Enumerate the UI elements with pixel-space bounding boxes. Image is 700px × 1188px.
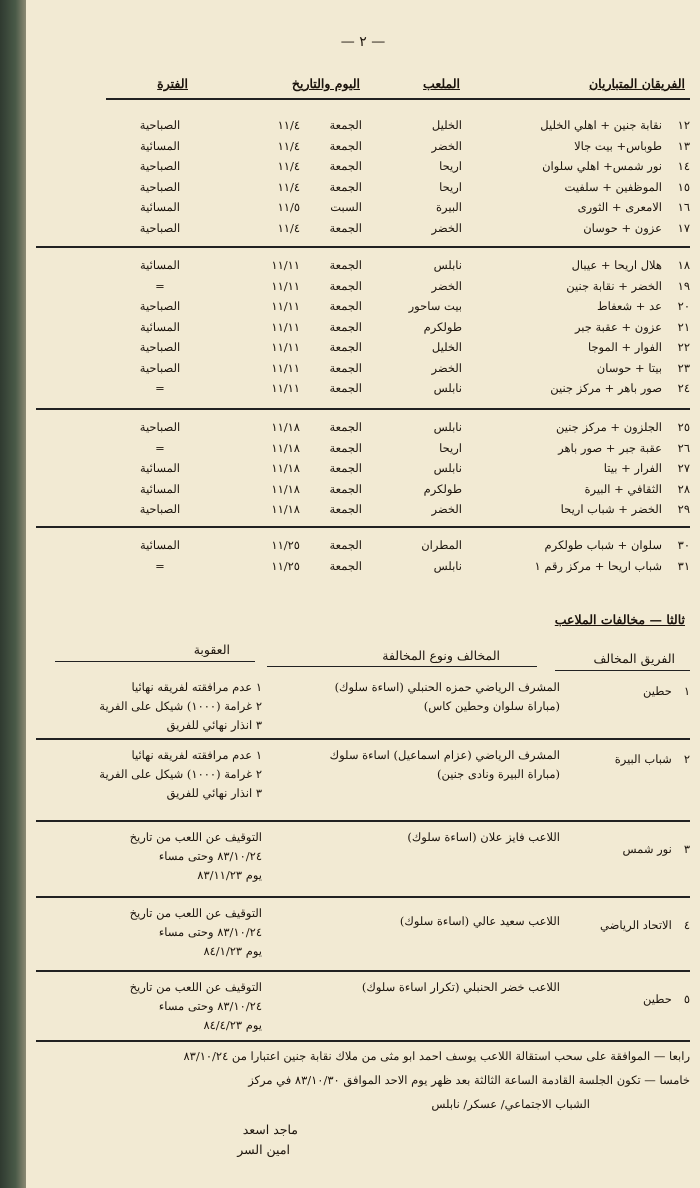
violation-penalty — [52, 828, 262, 885]
date: ١١/١١ — [271, 258, 300, 272]
document-page — [26, 0, 700, 1188]
schedule-row — [100, 461, 690, 475]
violation-offender — [280, 978, 560, 997]
stadium: بيت ساحور — [408, 299, 462, 313]
match-number: ٢٠ — [677, 299, 690, 313]
match-number: ٢٥ — [677, 420, 690, 434]
period: الصباحية — [139, 179, 181, 194]
day: السبت — [330, 200, 362, 214]
teams: نقابة جنين + اهلي الخليل — [540, 118, 662, 132]
date: ١١/٢٥ — [271, 538, 300, 552]
header-stadium: الملعب — [423, 76, 460, 91]
teams: الموظفين + سلفيت — [564, 179, 662, 194]
violation-team — [580, 992, 690, 1006]
day: الجمعة — [329, 558, 362, 573]
period: = — [155, 558, 165, 573]
violation-team-name: شباب البيرة — [614, 752, 672, 766]
stadium: الخضر — [431, 220, 462, 235]
schedule-row — [100, 221, 690, 235]
penalty-line: يوم ٨٤/١/٢٣ — [203, 944, 262, 958]
violations-end-rule — [36, 1040, 690, 1042]
schedule-row — [100, 180, 690, 194]
teams: الجلزون + مركز جنين — [555, 420, 662, 434]
match-number: ١٨ — [677, 258, 690, 272]
date: ١١/١٨ — [271, 420, 300, 434]
violations-underline-offender — [267, 666, 537, 667]
teams: عزون + حوسان — [583, 220, 662, 235]
page-number: — ٢ — — [340, 34, 386, 50]
violations-header-offender: المخالف ونوع المخالفة — [382, 648, 500, 663]
match-number: ١٩ — [677, 278, 690, 293]
penalty-line: ١ عدم مرافقته لفريقه نهائيا — [131, 680, 262, 694]
header-rule — [106, 98, 690, 100]
violation-number: ٣ — [683, 842, 690, 856]
violation-penalty — [52, 978, 262, 1035]
penalty-line: ٣ انذار نهائي للفريق — [166, 718, 262, 732]
offender-line: اللاعب فايز علان (اساءة سلوك) — [407, 830, 560, 844]
date: ١١/٥ — [277, 200, 300, 214]
violation-number: ٢ — [683, 752, 690, 766]
match-number: ٢٩ — [677, 502, 690, 516]
day: الجمعة — [329, 118, 362, 132]
teams: الخضر + شباب اريحا — [560, 502, 662, 516]
period: الصباحية — [139, 118, 181, 132]
violations-header-penalty: العقوبة — [193, 642, 230, 657]
violation-team — [580, 918, 690, 932]
match-number: ١٣ — [677, 138, 690, 153]
match-number: ١٧ — [677, 220, 690, 235]
group-divider — [36, 526, 690, 528]
penalty-line: يوم ٨٣/١١/٢٣ — [197, 868, 262, 882]
stadium: الخضر — [431, 502, 462, 516]
date: ١١/١١ — [271, 381, 300, 395]
stadium: اريحا — [439, 159, 462, 173]
stadium: طولكرم — [423, 319, 462, 334]
day: الجمعة — [329, 360, 362, 375]
violations-title: ثالثا — مخالفات الملاعب — [554, 612, 685, 627]
day: الجمعة — [329, 461, 362, 475]
penalty-line: ٣ انذار نهائي للفريق — [166, 786, 262, 800]
day: الجمعة — [329, 538, 362, 552]
period: المسائية — [140, 200, 180, 214]
header-teams: الفريقان المتباريان — [588, 76, 685, 91]
date: ١١/١١ — [271, 278, 300, 293]
teams: شباب اريحا + مركز رقم ١ — [534, 558, 662, 573]
day: الجمعة — [329, 420, 362, 434]
teams: عد + شعفاط — [597, 299, 662, 313]
period: = — [155, 278, 165, 293]
teams: هلال اريحا + عيبال — [571, 258, 662, 272]
violation-penalty — [52, 678, 262, 735]
violation-offender — [280, 912, 560, 931]
header-period: الفترة — [157, 76, 188, 91]
day: الجمعة — [329, 138, 362, 153]
day: الجمعة — [329, 481, 362, 496]
violation-team — [580, 684, 690, 698]
schedule-row — [100, 340, 690, 354]
teams: طوباس+ بيت جالا — [574, 138, 662, 153]
penalty-line: ٨٣/١٠/٢٤ وحتى مساء — [158, 849, 262, 863]
date: ١١/٤ — [277, 179, 300, 194]
date: ١١/٤ — [277, 118, 300, 132]
period: المسائية — [140, 538, 180, 552]
penalty-line: التوقيف عن اللعب من تاريخ — [129, 906, 262, 920]
penalty-line: ٨٣/١٠/٢٤ وحتى مساء — [158, 925, 262, 939]
stadium: اريحا — [439, 440, 462, 455]
date: ١١/١١ — [271, 319, 300, 334]
teams: صور باهر + مركز جنين — [550, 381, 662, 395]
match-number: ٣٠ — [677, 538, 690, 552]
day: الجمعة — [329, 179, 362, 194]
stadium: الخضر — [431, 360, 462, 375]
day: الجمعة — [329, 159, 362, 173]
match-number: ٢٧ — [677, 461, 690, 475]
group-divider — [36, 246, 690, 248]
day: الجمعة — [329, 278, 362, 293]
period: المسائية — [140, 461, 180, 475]
teams: الفرار + بيتا — [603, 461, 662, 475]
day: الجمعة — [329, 220, 362, 235]
teams: سلوان + شباب طولكرم — [544, 538, 662, 552]
stadium: الخليل — [431, 118, 462, 132]
date: ١١/٢٥ — [271, 558, 300, 573]
period: الصباحية — [139, 159, 181, 173]
match-number: ٢٨ — [677, 481, 690, 496]
violation-team-name: نور شمس — [622, 842, 672, 856]
period: المسائية — [140, 138, 180, 153]
teams: عزون + عقبة جبر — [574, 319, 662, 334]
stadium: الخضر — [431, 138, 462, 153]
day: الجمعة — [329, 340, 362, 354]
period: الصباحية — [139, 299, 181, 313]
teams: عقبة جبر + صور باهر — [558, 440, 662, 455]
match-number: ٢٤ — [677, 381, 690, 395]
signature-name: ماجد اسعد — [242, 1122, 298, 1137]
violation-team-name: الاتحاد الرياضي — [600, 918, 672, 932]
period: الصباحية — [139, 360, 181, 375]
violation-offender — [280, 746, 560, 784]
violation-divider — [36, 738, 690, 740]
schedule-row — [100, 258, 690, 272]
day: الجمعة — [329, 299, 362, 313]
period: المسائية — [140, 258, 180, 272]
date: ١١/١٨ — [271, 440, 300, 455]
violation-penalty — [52, 904, 262, 961]
match-number: ١٤ — [677, 159, 690, 173]
schedule-row — [100, 420, 690, 434]
stadium: نابلس — [433, 558, 462, 573]
stadium: نابلس — [433, 258, 462, 272]
period: الصباحية — [139, 340, 181, 354]
offender-line: اللاعب سعيد عالي (اساءة سلوك) — [399, 914, 560, 928]
violation-team-name: حطين — [643, 992, 672, 1006]
schedule-row — [100, 159, 690, 173]
header-day-date: اليوم والتاريخ — [291, 76, 360, 91]
period: المسائية — [140, 481, 180, 496]
match-number: ١٥ — [677, 179, 690, 194]
match-number: ٣١ — [677, 558, 690, 573]
date: ١١/١١ — [271, 360, 300, 375]
penalty-line: ٨٣/١٠/٢٤ وحتى مساء — [158, 999, 262, 1013]
book-binding — [0, 0, 26, 1188]
schedule-row — [100, 538, 690, 552]
stadium: نابلس — [433, 381, 462, 395]
offender-line: اللاعب خضر الحنبلي (تكرار اساءة سلوك) — [361, 980, 560, 994]
teams: بيتا + حوسان — [596, 360, 662, 375]
schedule-row — [100, 200, 690, 214]
offender-line: المشرف الرياضي حمزه الحنبلي (اساءة سلوك) — [334, 680, 560, 694]
period: = — [155, 381, 165, 395]
stadium: المطران — [421, 538, 462, 552]
period: المسائية — [140, 319, 180, 334]
schedule-row — [100, 482, 690, 496]
schedule-row — [100, 139, 690, 153]
stadium: البيرة — [435, 200, 462, 214]
schedule-row — [100, 361, 690, 375]
date: ١١/١١ — [271, 299, 300, 313]
stadium: الخليل — [431, 340, 462, 354]
penalty-line: يوم ٨٤/٤/٢٣ — [203, 1018, 262, 1032]
penalty-line: ١ عدم مرافقته لفريقه نهائيا — [131, 748, 262, 762]
schedule-row — [100, 502, 690, 516]
date: ١١/٤ — [277, 159, 300, 173]
violation-team — [580, 842, 690, 856]
schedule-row — [100, 320, 690, 334]
match-number: ٢٦ — [677, 440, 690, 455]
stadium: اريحا — [439, 179, 462, 194]
stadium: الخضر — [431, 278, 462, 293]
violation-number: ٤ — [683, 918, 690, 932]
stadium: طولكرم — [423, 481, 462, 496]
violation-divider — [36, 820, 690, 822]
match-number: ٢٢ — [677, 340, 690, 354]
day: الجمعة — [329, 440, 362, 455]
penalty-line: ٢ غرامة (١٠٠٠) شيكل على الفرية — [99, 767, 262, 781]
day: الجمعة — [329, 258, 362, 272]
period: الصباحية — [139, 502, 181, 516]
day: الجمعة — [329, 502, 362, 516]
penalty-line: التوقيف عن اللعب من تاريخ — [129, 830, 262, 844]
period: الصباحية — [139, 220, 181, 235]
violation-team — [580, 752, 690, 766]
violations-header-team: الفريق المخالف — [593, 651, 675, 666]
schedule-row — [100, 441, 690, 455]
schedule-row — [100, 559, 690, 573]
violation-offender — [280, 678, 560, 716]
teams: الامعرى + الثورى — [577, 200, 662, 214]
footer-line-1: رابعا — الموافقة على سحب استقالة اللاعب يوسف احمد ابو مثى من ملاك نقابة جنين اعتبارا من ٨٣/١٠/٢٤ — [183, 1049, 690, 1063]
footer-line-2: خامسا — تكون الجلسة القادمة الساعة الثالثة بعد ظهر يوم الاحد الموافق ٨٣/١٠/٣٠ في مركز — [248, 1073, 690, 1087]
stadium: نابلس — [433, 461, 462, 475]
penalty-line: ٢ غرامة (١٠٠٠) شيكل على الفرية — [99, 699, 262, 713]
date: ١١/٤ — [277, 138, 300, 153]
group-divider — [36, 408, 690, 410]
date: ١١/١٨ — [271, 502, 300, 516]
date: ١١/١٨ — [271, 481, 300, 496]
violations-underline-penalty — [55, 661, 255, 662]
violation-number: ١ — [683, 684, 690, 698]
violation-divider — [36, 970, 690, 972]
schedule-row — [100, 118, 690, 132]
violations-underline-team — [555, 670, 690, 671]
date: ١١/٤ — [277, 220, 300, 235]
day: الجمعة — [329, 381, 362, 395]
schedule-row — [100, 381, 690, 395]
teams: الخضر + نقابة جنين — [566, 278, 662, 293]
violation-penalty — [52, 746, 262, 803]
schedule-row — [100, 279, 690, 293]
match-number: ٢٣ — [677, 360, 690, 375]
offender-line: المشرف الرياضي (عزام اسماعيل) اساءة سلوك — [329, 748, 560, 762]
violation-divider — [36, 896, 690, 898]
day: الجمعة — [329, 319, 362, 334]
date: ١١/١٨ — [271, 461, 300, 475]
match-number: ١٦ — [677, 200, 690, 214]
teams: الفوار + الموجا — [587, 340, 662, 354]
offender-line: (مباراة البيرة ونادى جنين) — [436, 767, 560, 781]
date: ١١/١١ — [271, 340, 300, 354]
teams: نور شمس+ اهلي سلوان — [542, 159, 662, 173]
footer-line-3: الشباب الاجتماعي/ عسكر/ نابلس — [431, 1097, 590, 1111]
schedule-row — [100, 299, 690, 313]
match-number: ٢١ — [677, 319, 690, 334]
violation-offender — [280, 828, 560, 847]
violation-team-name: حطين — [643, 684, 672, 698]
period: = — [155, 440, 165, 455]
penalty-line: التوقيف عن اللعب من تاريخ — [129, 980, 262, 994]
signature-title: امين السر — [237, 1142, 290, 1157]
offender-line: (مباراة سلوان وحطين كاس) — [423, 699, 560, 713]
stadium: نابلس — [433, 420, 462, 434]
violation-number: ٥ — [683, 992, 690, 1006]
teams: الثقافي + البيرة — [584, 481, 662, 496]
match-number: ١٢ — [677, 118, 690, 132]
period: الصباحية — [139, 420, 181, 434]
